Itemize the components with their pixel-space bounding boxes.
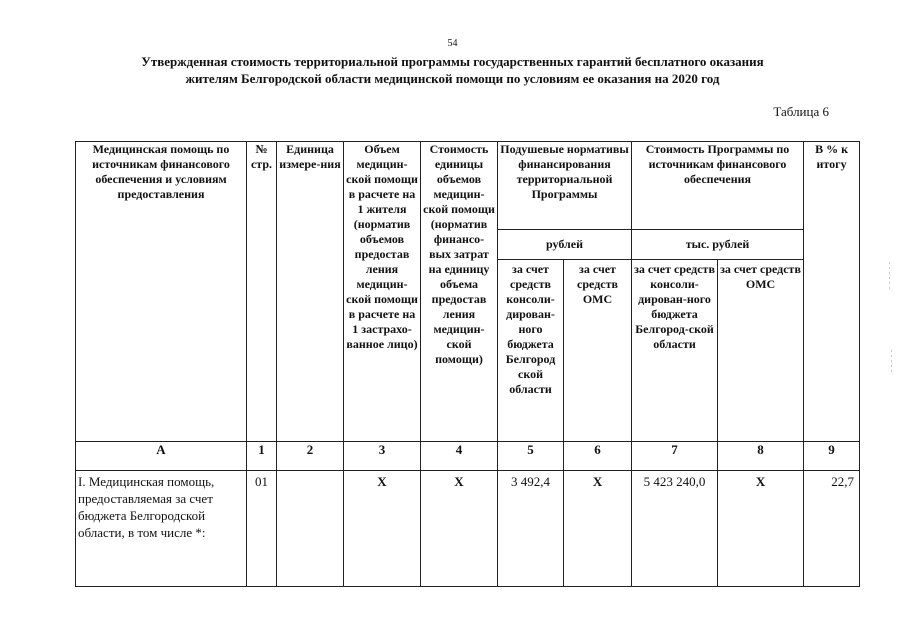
header-unit-rub: рублей: [498, 230, 632, 260]
header-col-5: за счет средств консоли-дирован-ного бюджета Белгород ской области: [498, 260, 564, 442]
title-line-2: жителям Белгородской области медицинской помощи по условиям ее оказания на 2020 год: [185, 71, 720, 86]
row-name: I. Медицинская помощь, предоставляемая за счет бюджета Белгородской области, в том числе *:: [76, 471, 247, 587]
header-col-2: Единица измере-ния: [277, 142, 344, 442]
index-cell: 3: [344, 442, 421, 471]
header-unit-thousand-rub: тыс. рублей: [632, 230, 804, 260]
header-col-a: Медицинская помощь по источникам финансового обеспечения и условиям предоставления: [76, 142, 247, 442]
scan-artifact: [891, 350, 892, 372]
cost-table: [75, 141, 860, 587]
row-cost-budget: 5 423 240,0: [632, 471, 718, 587]
index-cell: 6: [564, 442, 632, 471]
index-cell: 2: [277, 442, 344, 471]
index-cell: 4: [421, 442, 498, 471]
index-cell: А: [76, 442, 247, 471]
header-col-6: за счет средств ОМС: [564, 260, 632, 442]
header-col-9: В % к итогу: [804, 142, 860, 442]
row-unit: [277, 471, 344, 587]
header-col-7: за счет средств консоли-дирован-ного бюджета Белгород-ской области: [632, 260, 718, 442]
row-per-capita-oms: Х: [564, 471, 632, 587]
row-line-no: 01: [247, 471, 277, 587]
row-percent: 22,7: [804, 471, 860, 587]
title-line-1: Утвержденная стоимость территориальной программы государственных гарантий бесплатного оказания: [141, 54, 764, 69]
page-number: 54: [447, 38, 458, 49]
index-cell: 9: [804, 442, 860, 471]
table-caption: Таблица 6: [773, 104, 829, 119]
header-col-3: Объем медицин-ской помощи в расчете на 1 жителя (норматив объемов предостав ления медицин-ской помощи в расчете на 1 застрахо-ванное лицо): [344, 142, 421, 442]
row-volume: Х: [344, 471, 421, 587]
index-cell: 5: [498, 442, 564, 471]
header-group-per-capita: Подушевые нормативы финансирования территориальной Программы: [498, 142, 632, 230]
header-group-cost: Стоимость Программы по источникам финансового обеспечения: [632, 142, 804, 230]
scan-artifact: [889, 262, 890, 292]
header-col-8: за счет средств ОМС: [718, 260, 804, 442]
row-per-capita-budget: 3 492,4: [498, 471, 564, 587]
document-title: [60, 53, 845, 87]
row-unit-cost: Х: [421, 471, 498, 587]
header-col-1: № стр.: [247, 142, 277, 442]
index-cell: 1: [247, 442, 277, 471]
row-cost-oms: Х: [718, 471, 804, 587]
index-cell: 7: [632, 442, 718, 471]
table-row: [76, 471, 860, 587]
header-col-4: Стоимость единицы объемов медицин-ской помощи (норматив финансо-вых затрат на единицу объема предостав ления медицин-ской помощи): [421, 142, 498, 442]
index-cell: 8: [718, 442, 804, 471]
